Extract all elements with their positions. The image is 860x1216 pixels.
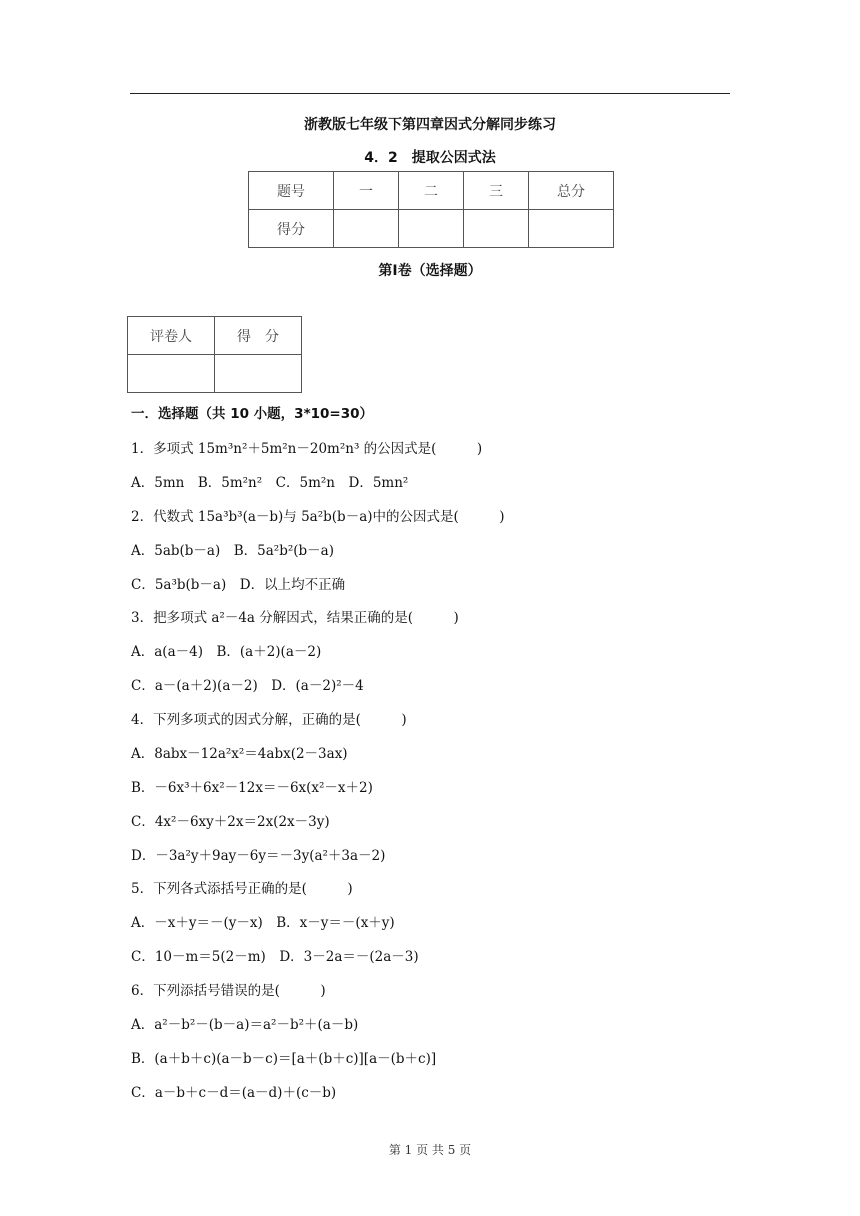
grade-blank-cell[interactable]	[215, 355, 302, 393]
score-blank-cell[interactable]	[529, 210, 614, 248]
header-rule	[130, 93, 730, 94]
question-4-option-b: B．－6x³＋6x²－12x＝－6x(x²－x＋2)	[131, 780, 373, 796]
question-4: 4．下列多项式的因式分解，正确的是( )	[131, 712, 407, 728]
grader-label: 评卷人	[128, 317, 215, 355]
grader-header-row	[128, 317, 302, 355]
score-cell: 一	[334, 172, 399, 210]
part-title: 第Ⅰ卷（选择题）	[378, 263, 482, 279]
question-4-option-d: D．－3a²y＋9ay－6y＝－3y(a²＋3a－2)	[131, 848, 386, 864]
lesson-subtitle: 4．2 提取公因式法	[364, 150, 496, 166]
grade-label: 得 分	[215, 317, 302, 355]
question-3: 3．把多项式 a²－4a 分解因式，结果正确的是( )	[131, 610, 459, 626]
score-blank-cell[interactable]	[399, 210, 464, 248]
grader-table	[127, 316, 302, 393]
score-table-header-row	[249, 172, 614, 210]
document-title: 浙教版七年级下第四章因式分解同步练习	[304, 117, 556, 133]
question-2-options-cd: C．5a³b(b－a) D．以上均不正确	[131, 577, 346, 593]
question-1: 1．多项式 15m³n²＋5m²n－20m²n³ 的公因式是( )	[131, 441, 483, 457]
score-blank-cell[interactable]	[464, 210, 529, 248]
grader-blank-cell[interactable]	[128, 355, 215, 393]
grader-blank-row	[128, 355, 302, 393]
question-3-options-cd: C．a－(a＋2)(a－2) D．(a－2)²－4	[131, 678, 364, 694]
question-2: 2．代数式 15a³b³(a－b)与 5a²b(b－a)中的公因式是( )	[131, 509, 505, 525]
section-title: 一．选择题（共 10 小题，3*10=30）	[131, 406, 374, 422]
question-6-option-a: A．a²－b²－(b－a)＝a²－b²＋(a－b)	[131, 1017, 359, 1033]
score-table	[248, 171, 614, 248]
question-4-option-c: C．4x²－6xy＋2x＝2x(2x－3y)	[131, 814, 330, 830]
question-6-option-b: B．(a＋b＋c)(a－b－c)＝[a＋(b＋c)][a－(b＋c)]	[131, 1051, 437, 1067]
score-cell: 三	[464, 172, 529, 210]
score-cell: 题号	[249, 172, 334, 210]
question-4-option-a: A．8abx－12a²x²＝4abx(2－3ax)	[131, 746, 348, 762]
question-6-option-c: C．a－b＋c－d＝(a－d)＋(c－b)	[131, 1085, 337, 1101]
score-cell: 二	[399, 172, 464, 210]
page-footer: 第 1 页 共 5 页	[388, 1143, 472, 1157]
question-6: 6．下列添括号错误的是( )	[131, 983, 326, 999]
score-table-score-row	[249, 210, 614, 248]
question-1-options: A．5mn B．5m²n² C．5m²n D．5mn²	[131, 475, 409, 491]
score-blank-cell[interactable]	[334, 210, 399, 248]
question-2-options-ab: A．5ab(b－a) B．5a²b²(b－a)	[131, 543, 335, 559]
score-cell: 总分	[529, 172, 614, 210]
score-cell: 得分	[249, 210, 334, 248]
question-5: 5．下列各式添括号正确的是( )	[131, 881, 353, 897]
question-3-options-ab: A．a(a－4) B．(a＋2)(a－2)	[131, 644, 322, 660]
question-5-options-cd: C．10－m＝5(2－m) D．3－2a＝－(2a－3)	[131, 949, 419, 965]
question-5-options-ab: A．－x＋y＝－(y－x) B．x－y＝－(x＋y)	[131, 915, 395, 931]
